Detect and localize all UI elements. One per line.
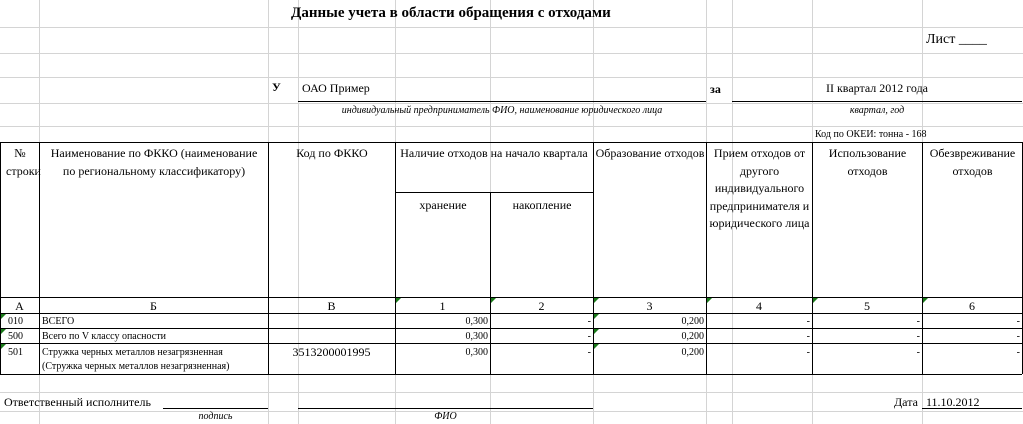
fio-caption: ФИО — [434, 411, 457, 422]
organization-caption: индивидуальный предприниматель ФИО, наименование юридического лица — [341, 105, 663, 116]
row-formation: 0,200 — [681, 331, 704, 342]
reporting-period: II квартал 2012 года — [825, 81, 929, 95]
row-neutralization: - — [1016, 331, 1020, 342]
header-fkko-name: Наименование по ФККО (наименование по региональному классификатору) — [50, 146, 258, 178]
row-number: 501 — [8, 347, 23, 358]
row-name: Стружка черных металлов незагрязненная — [42, 347, 223, 358]
fio-line — [298, 408, 593, 409]
row-usage: - — [916, 347, 920, 358]
column-id: Б — [150, 299, 157, 313]
column-id: А — [15, 299, 24, 313]
org-prefix: У — [272, 80, 281, 94]
report-title: Данные учета в области обращения с отходами — [291, 5, 611, 21]
row-number: 010 — [8, 316, 23, 327]
row-neutralization: - — [1016, 316, 1020, 327]
row-accumulation: - — [587, 347, 591, 358]
column-id: 4 — [756, 299, 762, 313]
header-fkko-code: Код по ФККО — [296, 146, 368, 160]
column-id: В — [327, 299, 336, 313]
row-name-extra: (Стружка черных металлов незагрязненная) — [42, 361, 230, 372]
column-id: 1 — [439, 299, 446, 313]
header-presence: Наличие отходов на начало квартала — [400, 146, 588, 160]
column-id: 6 — [969, 299, 975, 313]
row-storage: 0,300 — [465, 331, 488, 342]
row-neutralization: - — [1016, 347, 1020, 358]
row-name: ВСЕГО — [42, 316, 75, 327]
header-storage: хранение — [419, 198, 467, 212]
row-reception: - — [806, 316, 810, 327]
row-reception: - — [806, 331, 810, 342]
row-formation: 0,200 — [681, 316, 704, 327]
period-caption: квартал, год — [849, 105, 905, 116]
header-neutralization: Обезвреживание отходов — [929, 146, 1016, 178]
column-id: 3 — [646, 299, 653, 313]
header-formation: Образование отходов — [595, 146, 705, 160]
column-id: 5 — [864, 299, 870, 313]
header-accumulation: накопление — [512, 198, 572, 212]
row-usage: - — [916, 316, 920, 327]
date-value: 11.10.2012 — [926, 395, 980, 409]
signature-caption: подпись — [198, 411, 233, 422]
header-reception: Прием отходов от другого индивидуального предпринимателя и юридического лица — [709, 146, 810, 230]
row-usage: - — [916, 331, 920, 342]
row-accumulation: - — [587, 316, 591, 327]
row-reception: - — [806, 347, 810, 358]
row-name: Всего по V классу опасности — [42, 331, 166, 342]
row-storage: 0,300 — [465, 347, 488, 358]
date-label: Дата — [894, 395, 918, 409]
header-usage: Использование отходов — [828, 146, 907, 178]
row-accumulation: - — [587, 331, 591, 342]
row-storage: 0,300 — [465, 316, 488, 327]
column-id: 2 — [538, 299, 545, 313]
responsible-label: Ответственный исполнитель — [4, 395, 151, 409]
sheet-label: Лист ____ — [926, 32, 987, 47]
row-code: 3513200001995 — [292, 345, 371, 359]
signature-line — [163, 408, 268, 409]
header-row-number: № строки — [6, 146, 41, 178]
period-prefix: за — [710, 82, 721, 96]
okei-code-label: Код по ОКЕИ: тонна - 168 — [815, 129, 927, 140]
row-number: 500 — [8, 331, 23, 342]
row-formation: 0,200 — [681, 347, 704, 358]
organization-name: ОАО Пример — [302, 81, 370, 95]
